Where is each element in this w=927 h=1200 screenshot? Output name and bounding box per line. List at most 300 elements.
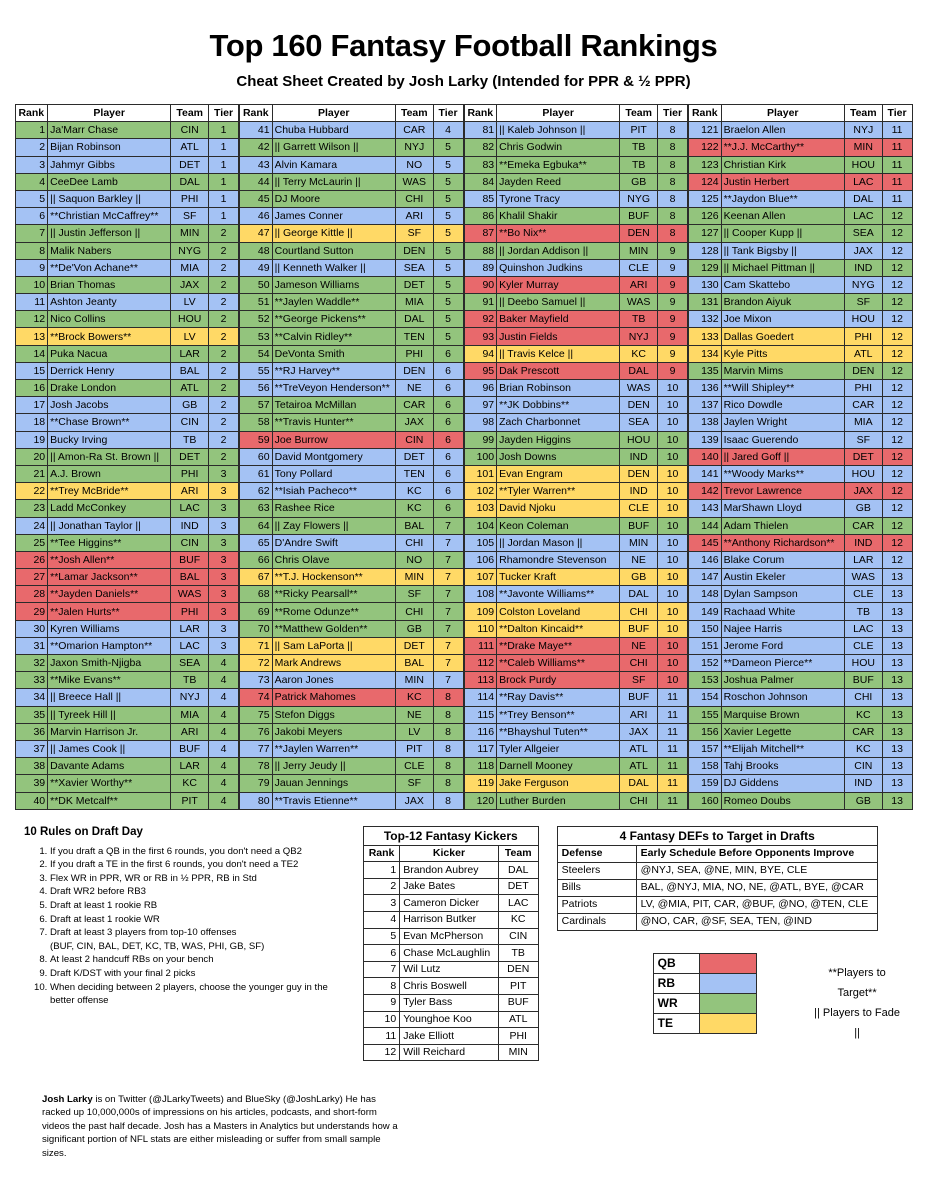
player-name: Nico Collins <box>48 311 171 328</box>
player-name: **Ricky Pearsall** <box>272 586 395 603</box>
player-tier: 6 <box>433 431 463 448</box>
player-team: PHI <box>171 465 209 482</box>
player-team: MIN <box>844 139 882 156</box>
player-team: NE <box>620 637 658 654</box>
player-row <box>464 517 688 534</box>
player-rank: 62 <box>240 483 273 500</box>
player-tier: 8 <box>433 758 463 775</box>
kicker-name: Will Reichard <box>400 1044 499 1061</box>
player-rank: 107 <box>464 569 497 586</box>
kicker-row <box>363 862 538 879</box>
player-rank: 31 <box>15 637 48 654</box>
legend-color-swatch <box>700 973 757 993</box>
player-name: Ja'Marr Chase <box>48 122 171 139</box>
player-tier: 9 <box>658 259 688 276</box>
kickers-body <box>363 862 538 1061</box>
player-tier: 2 <box>209 276 239 293</box>
player-team: LV <box>395 723 433 740</box>
player-tier: 10 <box>658 397 688 414</box>
player-row <box>240 603 464 620</box>
player-tier: 7 <box>433 637 463 654</box>
player-name: Aaron Jones <box>272 672 395 689</box>
kicker-team: BUF <box>498 995 538 1012</box>
player-team: MIN <box>620 242 658 259</box>
player-rank: 92 <box>464 311 497 328</box>
header-tier: Tier <box>658 105 688 122</box>
player-tier: 1 <box>209 156 239 173</box>
player-tier: 12 <box>882 328 912 345</box>
player-name: Jauan Jennings <box>272 775 395 792</box>
player-team: ARI <box>620 276 658 293</box>
player-rank: 79 <box>240 775 273 792</box>
player-rank: 34 <box>15 689 48 706</box>
defense-schedule: @NO, CAR, @SF, SEA, TEN, @IND <box>636 913 877 930</box>
player-team: NO <box>395 551 433 568</box>
player-team: JAX <box>844 242 882 259</box>
player-rank: 94 <box>464 345 497 362</box>
player-name: Jake Ferguson <box>497 775 620 792</box>
player-name: Adam Thielen <box>721 517 844 534</box>
player-rank: 48 <box>240 242 273 259</box>
player-rank: 81 <box>464 122 497 139</box>
player-rank: 3 <box>15 156 48 173</box>
player-rank: 121 <box>689 122 722 139</box>
player-row <box>240 276 464 293</box>
kicker-name: Brandon Aubrey <box>400 862 499 879</box>
player-name: **RJ Harvey** <box>272 362 395 379</box>
player-team: MIN <box>395 569 433 586</box>
kicker-row <box>363 1028 538 1045</box>
player-team: DAL <box>395 311 433 328</box>
player-rank: 50 <box>240 276 273 293</box>
player-row <box>240 655 464 672</box>
player-team: NE <box>620 551 658 568</box>
draft-rule-item: 10. When deciding between 2 players, choose the younger guy in the better offense <box>50 981 349 1008</box>
kicker-team: TB <box>498 945 538 962</box>
player-name: **Omarion Hampton** <box>48 637 171 654</box>
player-name: Tyler Allgeier <box>497 740 620 757</box>
player-name: Stefon Diggs <box>272 706 395 723</box>
player-row <box>689 431 913 448</box>
kicker-rank: 10 <box>363 1011 399 1028</box>
player-row <box>240 311 464 328</box>
player-tier: 11 <box>882 156 912 173</box>
player-team: MIA <box>171 259 209 276</box>
player-row <box>689 706 913 723</box>
player-tier: 3 <box>209 465 239 482</box>
kicker-name: Younghoe Koo <box>400 1011 499 1028</box>
player-team: ARI <box>620 706 658 723</box>
player-team: ARI <box>171 723 209 740</box>
rankings-column-3 <box>464 104 689 810</box>
player-rank: 149 <box>689 603 722 620</box>
player-tier: 5 <box>433 328 463 345</box>
header-tier: Tier <box>882 105 912 122</box>
player-row <box>15 311 239 328</box>
player-name: || Deebo Samuel || <box>497 294 620 311</box>
player-team: CHI <box>395 603 433 620</box>
player-name: Jayden Higgins <box>497 431 620 448</box>
player-row <box>15 139 239 156</box>
player-rank: 137 <box>689 397 722 414</box>
player-name: **Lamar Jackson** <box>48 569 171 586</box>
legend-row <box>653 973 756 993</box>
player-rank: 66 <box>240 551 273 568</box>
header-rank: Rank <box>15 105 48 122</box>
player-name: Ladd McConkey <box>48 500 171 517</box>
player-team: DAL <box>171 173 209 190</box>
player-team: JAX <box>395 792 433 809</box>
player-team: DEN <box>395 242 433 259</box>
player-tier: 11 <box>658 740 688 757</box>
player-row <box>15 259 239 276</box>
rankings-column-2 <box>239 104 464 810</box>
defenses-body <box>557 862 877 930</box>
player-row <box>689 620 913 637</box>
player-tier: 13 <box>882 792 912 809</box>
player-row <box>464 448 688 465</box>
draft-rule-item: 2. If you draft a TE in the first 6 rounds, you don't need a TE2 <box>50 858 349 872</box>
player-name: || Breece Hall || <box>48 689 171 706</box>
player-rank: 85 <box>464 190 497 207</box>
player-name: **Dameon Pierce** <box>721 655 844 672</box>
player-tier: 13 <box>882 620 912 637</box>
player-team: SF <box>395 225 433 242</box>
player-name: Jaylen Wright <box>721 414 844 431</box>
player-team: MIN <box>620 534 658 551</box>
player-team: CIN <box>171 414 209 431</box>
player-rank: 20 <box>15 448 48 465</box>
defenses-title: 4 Fantasy DEFs to Target in Drafts <box>557 826 878 845</box>
header-team: Team <box>395 105 433 122</box>
legend-body <box>653 953 756 1033</box>
player-rank: 113 <box>464 672 497 689</box>
header-rank: Rank <box>464 105 497 122</box>
player-tier: 13 <box>882 689 912 706</box>
player-tier: 8 <box>658 156 688 173</box>
player-row <box>15 362 239 379</box>
player-name: Chris Godwin <box>497 139 620 156</box>
player-team: WAS <box>844 569 882 586</box>
player-team: BUF <box>620 208 658 225</box>
player-row <box>689 276 913 293</box>
player-tier: 10 <box>658 465 688 482</box>
player-team: DEN <box>620 225 658 242</box>
player-name: Quinshon Judkins <box>497 259 620 276</box>
player-name: **Chase Brown** <box>48 414 171 431</box>
player-row <box>240 362 464 379</box>
player-rank: 64 <box>240 517 273 534</box>
player-row <box>464 294 688 311</box>
player-name: **Trey McBride** <box>48 483 171 500</box>
player-rank: 106 <box>464 551 497 568</box>
player-tier: 2 <box>209 448 239 465</box>
player-tier: 3 <box>209 569 239 586</box>
player-tier: 10 <box>658 431 688 448</box>
player-team: MIA <box>844 414 882 431</box>
player-tier: 10 <box>658 534 688 551</box>
player-name: **Tee Higgins** <box>48 534 171 551</box>
player-name: DJ Moore <box>272 190 395 207</box>
player-row <box>464 569 688 586</box>
player-name: **DK Metcalf** <box>48 792 171 809</box>
player-row <box>689 689 913 706</box>
player-row <box>240 500 464 517</box>
player-rank: 55 <box>240 362 273 379</box>
player-team: HOU <box>844 311 882 328</box>
player-row <box>689 139 913 156</box>
player-row <box>689 380 913 397</box>
player-tier: 5 <box>433 190 463 207</box>
player-tier: 8 <box>658 173 688 190</box>
player-team: GB <box>620 569 658 586</box>
player-row <box>15 328 239 345</box>
player-team: NYG <box>620 190 658 207</box>
player-row <box>464 586 688 603</box>
player-rank: 147 <box>689 569 722 586</box>
player-row <box>689 723 913 740</box>
player-row <box>15 190 239 207</box>
player-row <box>464 465 688 482</box>
legend-note-target: **Players to Target** <box>828 966 886 999</box>
player-tier: 4 <box>209 689 239 706</box>
player-rank: 122 <box>689 139 722 156</box>
player-name: Alvin Kamara <box>272 156 395 173</box>
kicker-row <box>363 878 538 895</box>
player-tier: 9 <box>658 362 688 379</box>
player-rank: 83 <box>464 156 497 173</box>
player-row <box>464 208 688 225</box>
defense-schedule: @NYJ, SEA, @NE, MIN, BYE, CLE <box>636 862 877 879</box>
legend-position-label: TE <box>653 1013 700 1033</box>
player-rank: 143 <box>689 500 722 517</box>
player-name: **T.J. Hockenson** <box>272 569 395 586</box>
player-team: CHI <box>620 792 658 809</box>
player-row <box>15 397 239 414</box>
player-team: SF <box>395 586 433 603</box>
player-rank: 38 <box>15 758 48 775</box>
player-name: James Conner <box>272 208 395 225</box>
rankings-column-4 <box>688 104 913 810</box>
player-name: Jaxon Smith-Njigba <box>48 655 171 672</box>
player-row <box>689 551 913 568</box>
player-name: Joshua Palmer <box>721 672 844 689</box>
player-team: ATL <box>171 380 209 397</box>
player-row <box>689 190 913 207</box>
kicker-rank: 12 <box>363 1044 399 1061</box>
author-bio-text: is on Twitter (@JLarkyTweets) and BlueSky (@JoshLarky) He has racked up 10,000,000s of impressions on his articles, podcasts, and short-form videos the past half decade. Josh has a Masters in Analytics but understands how a significant portion of NFL stats are either misleading or suffer from small sample sizes. <box>42 1093 398 1159</box>
player-rank: 67 <box>240 569 273 586</box>
kicker-row <box>363 912 538 929</box>
bottom-section <box>0 826 927 1062</box>
player-team: HOU <box>620 431 658 448</box>
player-name: Christian Kirk <box>721 156 844 173</box>
player-team: CIN <box>171 534 209 551</box>
player-name: || Tank Bigsby || <box>721 242 844 259</box>
player-name: Justin Herbert <box>721 173 844 190</box>
player-team: PHI <box>844 380 882 397</box>
player-tier: 13 <box>882 706 912 723</box>
player-name: Najee Harris <box>721 620 844 637</box>
player-tier: 5 <box>433 208 463 225</box>
player-team: DAL <box>620 775 658 792</box>
player-team: PHI <box>395 345 433 362</box>
player-rank: 61 <box>240 465 273 482</box>
player-tier: 11 <box>658 689 688 706</box>
player-tier: 10 <box>658 448 688 465</box>
player-rank: 37 <box>15 740 48 757</box>
player-tier: 4 <box>209 723 239 740</box>
player-team: DET <box>395 276 433 293</box>
player-name: **Will Shipley** <box>721 380 844 397</box>
player-name: || Jonathan Taylor || <box>48 517 171 534</box>
player-tier: 10 <box>658 380 688 397</box>
player-row <box>464 483 688 500</box>
player-rank: 13 <box>15 328 48 345</box>
player-row <box>15 792 239 809</box>
player-tier: 12 <box>882 276 912 293</box>
player-team: CLE <box>620 500 658 517</box>
player-rank: 73 <box>240 672 273 689</box>
player-team: BUF <box>620 517 658 534</box>
player-tier: 8 <box>658 225 688 242</box>
kicker-name: Harrison Butker <box>400 912 499 929</box>
player-team: SEA <box>171 655 209 672</box>
player-team: ATL <box>171 139 209 156</box>
player-row <box>464 276 688 293</box>
player-name: **Josh Allen** <box>48 551 171 568</box>
player-team: ARI <box>171 483 209 500</box>
player-rank: 141 <box>689 465 722 482</box>
player-team: LAC <box>171 637 209 654</box>
player-team: CIN <box>395 431 433 448</box>
player-rank: 131 <box>689 294 722 311</box>
player-row <box>464 740 688 757</box>
player-team: DAL <box>620 362 658 379</box>
kicker-name: Jake Elliott <box>400 1028 499 1045</box>
player-tier: 5 <box>433 294 463 311</box>
player-tier: 12 <box>882 259 912 276</box>
player-row <box>464 672 688 689</box>
player-team: PHI <box>171 603 209 620</box>
legend-row <box>653 1013 756 1033</box>
player-row <box>15 586 239 603</box>
player-name: || Cooper Kupp || <box>721 225 844 242</box>
player-tier: 12 <box>882 225 912 242</box>
player-rank: 76 <box>240 723 273 740</box>
player-tier: 8 <box>433 723 463 740</box>
player-rank: 18 <box>15 414 48 431</box>
player-rank: 10 <box>15 276 48 293</box>
player-name: Xavier Legette <box>721 723 844 740</box>
player-row <box>689 603 913 620</box>
player-name: || Travis Kelce || <box>497 345 620 362</box>
player-row <box>240 448 464 465</box>
player-tier: 6 <box>433 397 463 414</box>
player-team: TB <box>171 672 209 689</box>
player-tier: 3 <box>209 517 239 534</box>
player-row <box>240 775 464 792</box>
player-team: KC <box>171 775 209 792</box>
defense-name: Steelers <box>557 862 636 879</box>
player-rank: 139 <box>689 431 722 448</box>
player-team: TEN <box>395 465 433 482</box>
player-row <box>240 551 464 568</box>
player-name: MarShawn Lloyd <box>721 500 844 517</box>
player-rank: 159 <box>689 775 722 792</box>
player-team: IND <box>171 517 209 534</box>
player-team: DEN <box>844 362 882 379</box>
player-row <box>15 637 239 654</box>
player-name: David Montgomery <box>272 448 395 465</box>
player-rank: 86 <box>464 208 497 225</box>
defenses-header-schedule: Early Schedule Before Opponents Improve <box>636 845 877 862</box>
player-tier: 6 <box>433 414 463 431</box>
legend-row <box>653 953 756 973</box>
player-row <box>240 208 464 225</box>
player-rank: 68 <box>240 586 273 603</box>
player-row <box>240 259 464 276</box>
player-row <box>464 500 688 517</box>
player-team: SF <box>620 672 658 689</box>
player-rank: 7 <box>15 225 48 242</box>
player-team: BUF <box>171 740 209 757</box>
player-name: Tetairoa McMillan <box>272 397 395 414</box>
player-name: **Dalton Kincaid** <box>497 620 620 637</box>
kickers-header-team: Team <box>498 845 538 862</box>
player-rank: 123 <box>689 156 722 173</box>
player-tier: 12 <box>882 294 912 311</box>
player-row <box>240 517 464 534</box>
player-tier: 3 <box>209 586 239 603</box>
player-name: **Javonte Williams** <box>497 586 620 603</box>
player-team: CHI <box>620 603 658 620</box>
player-tier: 12 <box>882 208 912 225</box>
player-rank: 150 <box>689 620 722 637</box>
player-name: Josh Downs <box>497 448 620 465</box>
player-name: Dak Prescott <box>497 362 620 379</box>
player-rank: 126 <box>689 208 722 225</box>
player-tier: 11 <box>658 706 688 723</box>
player-name: || Jordan Mason || <box>497 534 620 551</box>
player-team: HOU <box>844 156 882 173</box>
player-tier: 3 <box>209 620 239 637</box>
player-tier: 3 <box>209 551 239 568</box>
player-name: Cam Skattebo <box>721 276 844 293</box>
player-name: || Jerry Jeudy || <box>272 758 395 775</box>
player-rank: 12 <box>15 311 48 328</box>
player-row <box>240 534 464 551</box>
player-name: Tyrone Tracy <box>497 190 620 207</box>
player-name: Rico Dowdle <box>721 397 844 414</box>
player-rank: 23 <box>15 500 48 517</box>
player-row <box>240 723 464 740</box>
player-team: MIA <box>395 294 433 311</box>
player-rank: 111 <box>464 637 497 654</box>
player-name: **Drake Maye** <box>497 637 620 654</box>
player-rank: 125 <box>689 190 722 207</box>
player-rank: 117 <box>464 740 497 757</box>
player-tier: 13 <box>882 775 912 792</box>
player-row <box>689 414 913 431</box>
player-name: Tahj Brooks <box>721 758 844 775</box>
player-tier: 12 <box>882 311 912 328</box>
player-row <box>15 483 239 500</box>
player-tier: 9 <box>658 294 688 311</box>
legend-position-label: QB <box>653 953 700 973</box>
player-team: SF <box>844 294 882 311</box>
player-rank: 1 <box>15 122 48 139</box>
